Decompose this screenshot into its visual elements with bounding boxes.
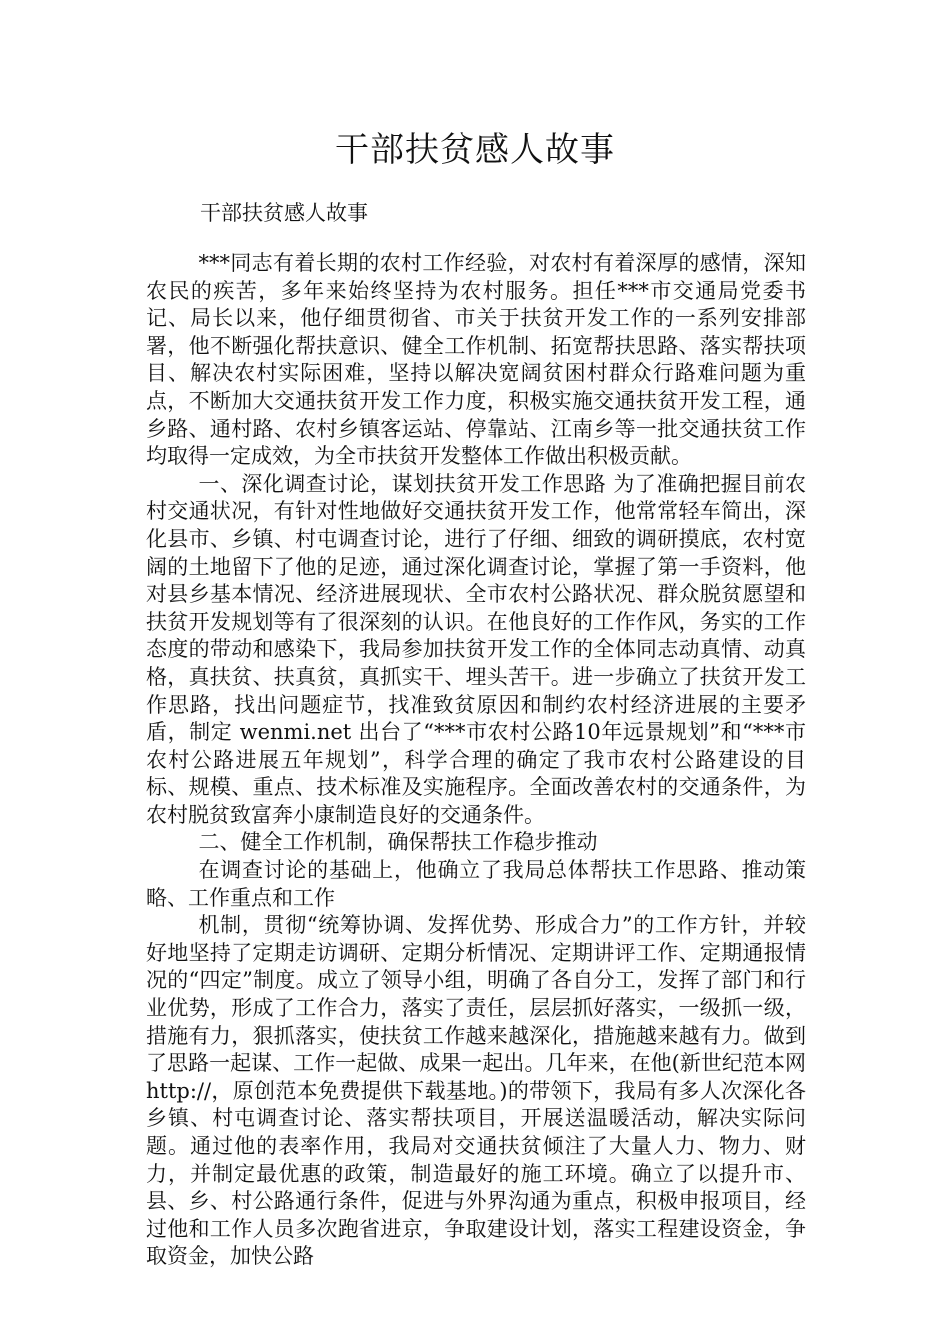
paragraph-section-2-body: 机制，贯彻“统筹协调、发挥优势、形成合力”的工作方针，并较好地坚持了定期走访调研、定期分析情况、定期讲评工作、定期通报情况的“四定”制度。成立了领导小组，明确了各自分工，发挥了部门和行业优势，形成了工作合力，落实了责任，层层抓好落实，一级抓一级，措施有力，狠抓落实，使扶贫工作越来越深化，措施越来越有力。做到了思路一起谋、工作一起做、成果一起出。几年来，在他(新世纪范本网 http://，原创范本免费提供下载基地。)的带领下，我局有多人次深化各乡镇、村屯调查讨论、落实帮扶项目，开展送温暖活动，解决实际问题。通过他的表率作用，我局对交通扶贫倾注了大量人力、物力、财力，并制定最优惠的政策，制造最好的施工环境。确立了以提升市、县、乡、村公路通行条件，促进与外界沟通为重点，积极申报项目，经过他和工作人员多次跑省进京，争取建设计划，落实工程建设资金，争取资金，加快公路: [146, 913, 806, 1269]
document-subtitle: 干部扶贫感人故事: [200, 201, 368, 225]
paragraph-section-1: 一、深化调查讨论，谋划扶贫开发工作思路 为了准确把握目前农村交通状况，有针对性地做好交通扶贫开发工作，他常常轻车简出，深化县市、乡镇、村屯调查讨论，进行了仔细、细致的调研摸底，农村宽阔的土地留下了他的足迹，通过深化调查讨论，掌握了第一手资料，他对县乡基本情况、经济进展现状、全市农村公路状况、群众脱贫愿望和扶贫开发规划等有了很深刻的认识。在他良好的工作作风，务实的工作态度的带动和感染下，我局参加扶贫开发工作的全体同志动真情、动真格，真扶贫、扶真贫，真抓实干、埋头苦干。进一步确立了扶贫开发工作思路，找出问题症节，找准致贫原因和制约农村经济进展的主要矛盾，制定 wenmi.net 出台了“***市农村公路10年远景规划”和“***市农村公路进展五年规划”，科学合理的确定了我市农村公路建设的目标、规模、重点、技术标准及实施程序。全面改善农村的交通条件，为农村脱贫致富奔小康制造良好的交通条件。: [146, 471, 806, 827]
document-title: 干部扶贫感人故事: [335, 130, 615, 170]
paragraph-section-2-lead: 在调查讨论的基础上，他确立了我局总体帮扶工作思路、推动策略、工作重点和工作: [146, 858, 806, 910]
section-heading-2: 二、健全工作机制，确保帮扶工作稳步推动: [198, 830, 598, 855]
paragraph-intro: ***同志有着长期的农村工作经验，对农村有着深厚的感情，深知农民的疾苦，多年来始终坚持为农村服务。担任***市交通局党委书记、局长以来，他仔细贯彻省、市关于扶贫开发工作的一系列安排部署，他不断强化帮扶意识、健全工作机制、拓宽帮扶思路、落实帮扶项目、解决农村实际困难，坚持以解决宽阔贫困村群众行路难问题为重点，不断加大交通扶贫开发工作力度，积极实施交通扶贫开发工程，通乡路、通村路、农村乡镇客运站、停靠站、江南乡等一批交通扶贫工作均取得一定成效，为全市扶贫开发整体工作做出积极贡献。: [146, 251, 806, 469]
document-body: [146, 250, 806, 1271]
